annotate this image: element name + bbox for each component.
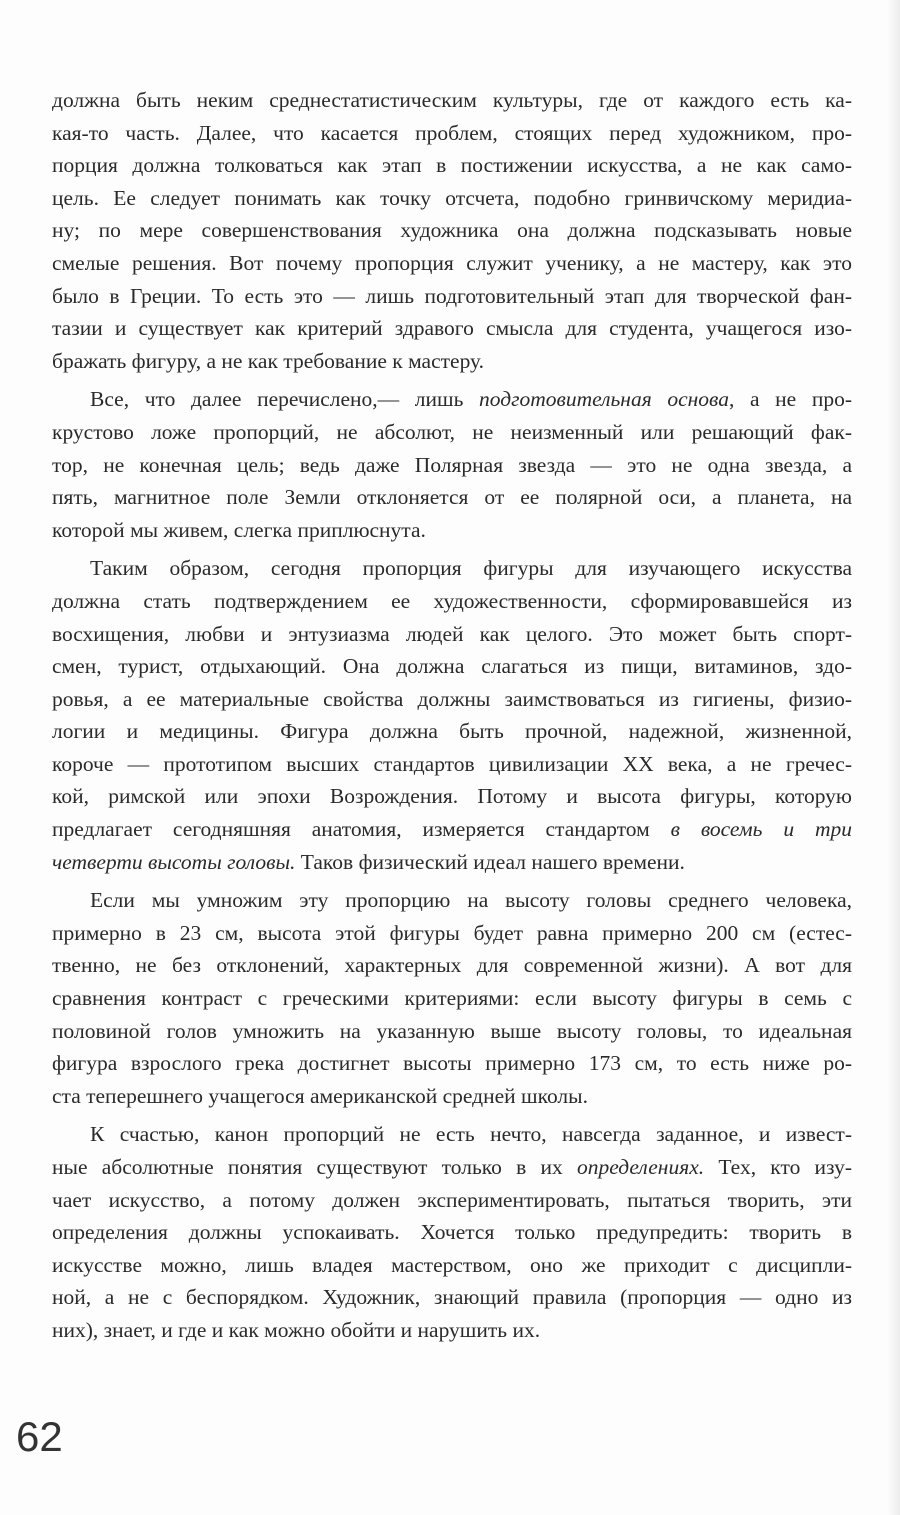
text-line bbox=[52, 949, 852, 982]
text-run: смелые решения. Вот почему пропорция служит ученику, а не мастеру, как это bbox=[52, 250, 852, 275]
paragraph bbox=[52, 552, 852, 878]
text-run: крустово ложе пропорций, не абсолют, не неизменный или решающий фак- bbox=[52, 419, 852, 444]
text-run: Таким образом, сегодня пропорция фигуры для изучающего искусства bbox=[90, 556, 852, 581]
text-line bbox=[52, 1281, 852, 1314]
text-run: , а не про- bbox=[728, 387, 852, 412]
text-line bbox=[52, 1314, 852, 1347]
italic-run: четверти высоты головы. bbox=[52, 849, 296, 874]
paragraph bbox=[52, 1118, 852, 1346]
text-line bbox=[52, 312, 852, 345]
text-run: логии и медицины. Фигура должна быть прочной, надежной, жизненной, bbox=[52, 719, 852, 744]
italic-run: подготовительная основа bbox=[479, 387, 729, 412]
text-run: К счастью, канон пропорций не есть нечто, навсегда заданное, и извест- bbox=[90, 1122, 852, 1147]
text-run: тор, не конечная цель; ведь даже Полярная звезда — это не одна звезда, а bbox=[52, 452, 852, 477]
text-run: чает искусство, а потому должен экспериментировать, пытаться творить, эти bbox=[52, 1187, 852, 1212]
text-line bbox=[52, 1118, 852, 1151]
text-run: которой мы живем, слегка приплюснута. bbox=[52, 517, 426, 542]
text-line bbox=[52, 884, 852, 917]
text-line bbox=[52, 481, 852, 514]
text-run: ну; по мере совершенствования художника она должна подсказывать новые bbox=[52, 218, 852, 243]
text-run: порция должна толковаться как этап в постижении искусства, а не как само- bbox=[52, 153, 852, 178]
text-run: половиной голов умножить на указанную выше высоту головы, то идеальная bbox=[52, 1018, 852, 1043]
text-run: должна стать подтверждением ее художественности, сформировавшейся из bbox=[52, 588, 852, 613]
text-run: смен, турист, отдыхающий. Она должна слагаться из пищи, витаминов, здо- bbox=[52, 654, 852, 679]
text-run: ные абсолютные понятия существуют только в их bbox=[52, 1155, 577, 1179]
text-run: определения должны успокаивать. Хочется только предупредить: творить в bbox=[52, 1220, 852, 1245]
text-line bbox=[52, 552, 852, 585]
text-line bbox=[52, 416, 852, 449]
text-line bbox=[52, 182, 852, 215]
text-run: ной, а не с беспорядком. Художник, знающий правила (пропорция — одно из bbox=[52, 1285, 852, 1310]
body-text bbox=[52, 84, 852, 1347]
text-run: ста теперешнего учащегося американской средней школы. bbox=[52, 1083, 588, 1108]
text-run: короче — прототипом высших стандартов цивилизации XX века, а не гречес- bbox=[52, 751, 852, 776]
text-run: было в Греции. То есть это — лишь подготовительный этап для творческой фан- bbox=[52, 283, 852, 308]
text-line bbox=[52, 846, 852, 879]
text-run: пять, магнитное поле Земли отклоняется от ее полярной оси, а планета, на bbox=[52, 485, 852, 510]
text-run: Тех, кто изу- bbox=[704, 1155, 852, 1179]
text-run: должна быть неким среднестатистическим культуры, где от каждого есть ка- bbox=[52, 88, 852, 112]
italic-run: в восемь и три bbox=[670, 817, 852, 842]
text-line bbox=[52, 214, 852, 247]
text-run: Если мы умножим эту пропорцию на высоту головы среднего человека, bbox=[90, 888, 852, 913]
text-line bbox=[52, 1184, 852, 1217]
text-line bbox=[52, 585, 852, 618]
page-edge-shadow bbox=[886, 0, 900, 1515]
text-line bbox=[52, 1047, 852, 1080]
text-line bbox=[52, 1216, 852, 1249]
text-line bbox=[52, 1249, 852, 1282]
text-line bbox=[52, 715, 852, 748]
text-line bbox=[52, 683, 852, 716]
text-line bbox=[52, 514, 852, 547]
text-run: твенно, не без отклонений, характерных для современной жизни). А вот для bbox=[52, 953, 852, 978]
text-line bbox=[52, 780, 852, 813]
text-run: фигура взрослого грека достигнет высоты примерно 173 см, то есть ниже ро- bbox=[52, 1051, 852, 1076]
text-run: восхищения, любви и энтузиазма людей как целого. Это может быть спорт- bbox=[52, 621, 852, 646]
text-line bbox=[52, 748, 852, 781]
italic-run: определениях. bbox=[576, 1155, 705, 1179]
text-run: цель. Ее следует понимать как точку отсчета, подобно гринвичскому меридиа- bbox=[52, 185, 852, 210]
text-line bbox=[52, 982, 852, 1015]
text-line bbox=[52, 149, 852, 182]
page-number: 62 bbox=[16, 1413, 63, 1460]
text-line bbox=[52, 247, 852, 280]
text-run: Все, что далее перечислено,— лишь bbox=[90, 387, 480, 412]
text-run: Таков физический идеал нашего времени. bbox=[295, 849, 685, 874]
text-line bbox=[52, 84, 852, 117]
text-line bbox=[52, 117, 852, 150]
paragraph bbox=[52, 383, 852, 546]
text-run: кая-то часть. Далее, что касается проблем, стоящих перед художником, про- bbox=[52, 120, 852, 145]
paragraph bbox=[52, 884, 852, 1112]
text-line bbox=[52, 449, 852, 482]
text-run: сравнения контраст с греческими критериями: если высоту фигуры в семь с bbox=[52, 986, 852, 1011]
text-run: искусстве можно, лишь владея мастерством, оно же приходит с дисципли- bbox=[52, 1252, 852, 1277]
text-run: кой, римской или эпохи Возрождения. Потому и высота фигуры, которую bbox=[52, 784, 852, 809]
text-run: ровья, а ее материальные свойства должны заимствоваться из гигиены, физио- bbox=[52, 686, 852, 711]
text-line bbox=[52, 618, 852, 651]
text-run: предлагает сегодняшняя анатомия, измеряется стандартом bbox=[52, 817, 671, 842]
text-line bbox=[52, 345, 852, 378]
text-line bbox=[52, 280, 852, 313]
text-line bbox=[52, 650, 852, 683]
text-line bbox=[52, 813, 852, 846]
text-run: примерно в 23 см, высота этой фигуры будет равна примерно 200 см (естес- bbox=[52, 920, 852, 945]
paragraph bbox=[52, 84, 852, 377]
text-line bbox=[52, 1015, 852, 1048]
text-line bbox=[52, 383, 852, 416]
text-run: бражать фигуру, а не как требование к мастеру. bbox=[52, 348, 485, 373]
text-line bbox=[52, 1080, 852, 1113]
text-run: них), знает, и где и как можно обойти и нарушить их. bbox=[52, 1317, 541, 1342]
text-line bbox=[52, 917, 852, 950]
text-line bbox=[52, 1151, 852, 1184]
text-run: тазии и существует как критерий здравого смысла для студента, учащегося изо- bbox=[52, 316, 852, 341]
